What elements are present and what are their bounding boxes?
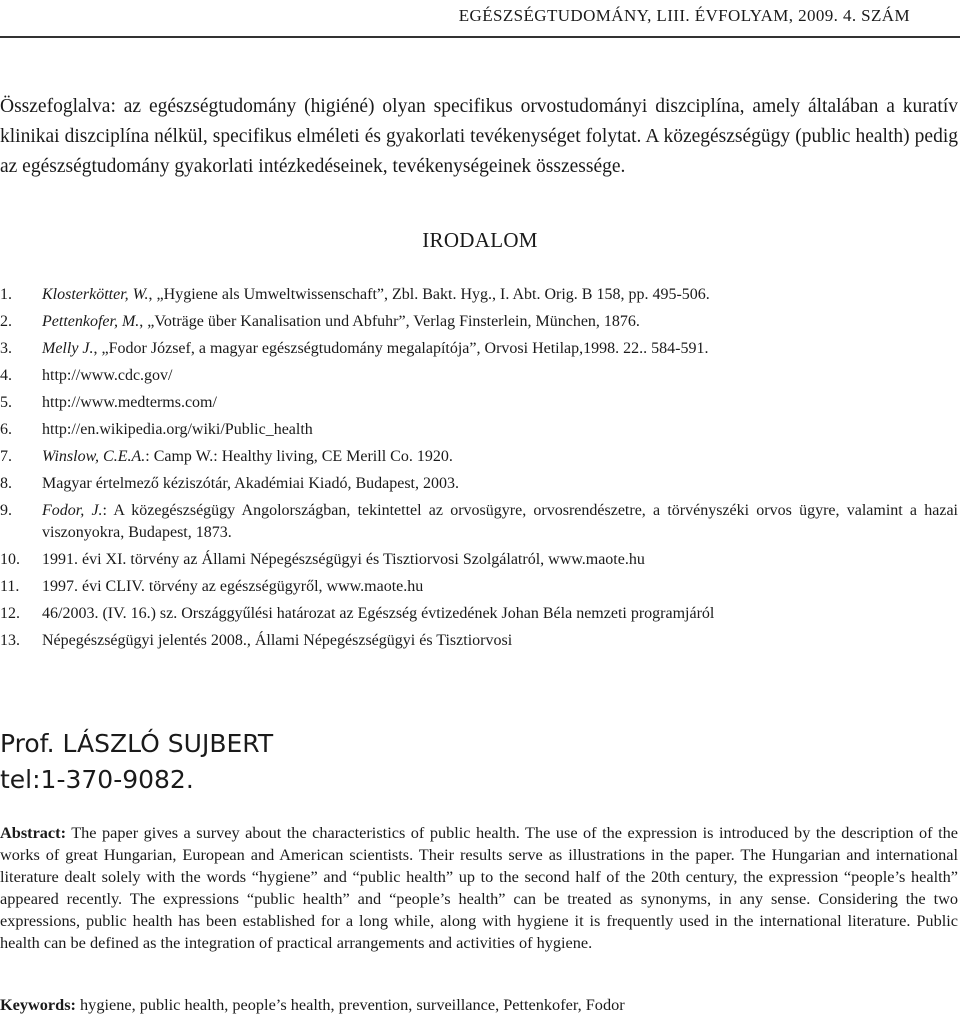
- reference-body: [42, 365, 958, 387]
- reference-body: [42, 549, 958, 571]
- reference-text: : A közegészségügy Angolországban, tekintettel az orvosügyre, orvosrendészetre, a törvényszéki orvos ügyre, valamint a hazai viszonyokra, Budapest, 1873.: [42, 502, 958, 541]
- reference-body: [42, 473, 958, 495]
- reference-body: [42, 392, 958, 414]
- summary-text: Összefoglalva: az egészségtudomány (higiéné) olyan specifikus orvostudományi diszciplína, amely általában a kuratív klinikai diszciplína nélkül, specifikus elméleti és gyakorlati tevékenységet folytat. A közegészségügy (public health) pedig az egészségtudomány gyakorlati intézkedéseinek, tevékenységeinek összessége.: [0, 96, 958, 177]
- reference-number: 3.: [0, 340, 12, 357]
- journal-header: EGÉSZSÉGTUDOMÁNY, LIII. ÉVFOLYAM, 2009. 4. SZÁM: [458, 6, 910, 25]
- reference-number: 8.: [0, 475, 12, 492]
- reference-number: 12.: [0, 604, 20, 622]
- reference-body: [42, 338, 958, 360]
- keywords-text: hygiene, public health, people’s health, prevention, surveillance, Pettenkofer, Fodor: [75, 995, 625, 1014]
- reference-body: [42, 311, 958, 333]
- reference-body: [42, 576, 958, 598]
- reference-text: http://en.wikipedia.org/wiki/Public_health: [42, 421, 313, 438]
- reference-item: [0, 446, 958, 468]
- reference-item: [0, 500, 958, 543]
- keywords-paragraph: [0, 994, 958, 1016]
- reference-text: 1991. évi XI. törvény az Állami Népegészségügyi és Tisztiorvosi Szolgálatról, www.maote.hu: [42, 550, 645, 568]
- reference-item: [0, 549, 958, 571]
- reference-body: [42, 630, 958, 652]
- reference-text: http://www.medterms.com/: [42, 394, 217, 411]
- reference-item: [0, 630, 958, 652]
- reference-author: Winslow, C.E.A.: [42, 448, 146, 465]
- reference-number: 9.: [0, 502, 12, 519]
- reference-body: [42, 446, 958, 468]
- summary-section: [0, 92, 958, 182]
- reference-item: [0, 311, 958, 333]
- abstract-paragraph: [0, 822, 958, 953]
- reference-item: [0, 419, 958, 441]
- abstract-text: The paper gives a survey about the characteristics of public health. The use of the expression is introduced by the description of the works of great Hungarian, European and American scientists. Their results serve as illustrations in the paper. The Hungarian and international literature dealt solely with the words “hygiene” and “public health” up to the second half of the 20th century, the expression “people’s health” appeared recently. The expressions “public health” and “people’s health” can be treated as synonyms, in any sense. Considering the two expressions, public health has been established for a long while, along with hygiene it is frequently used in the international literature. Public health can be defined as the integration of practical arrangements and activities of hygiene.: [0, 823, 958, 952]
- reference-author: Melly J.: [42, 340, 94, 357]
- reference-text: , „Hygiene als Umweltwissenschaft”, Zbl. Bakt. Hyg., I. Abt. Orig. B 158, pp. 495-506.: [148, 286, 710, 303]
- reference-number: 6.: [0, 421, 12, 438]
- reference-number: 2.: [0, 313, 12, 330]
- abstract-label: Abstract:: [0, 823, 67, 842]
- reference-item: [0, 365, 958, 387]
- keywords-label: Keywords:: [0, 995, 76, 1014]
- reference-list: [0, 284, 958, 657]
- reference-body: [42, 419, 958, 441]
- reference-text: 46/2003. (IV. 16.) sz. Országgyűlési határozat az Egészség évtizedének Johan Béla nemzeti programjáról: [42, 604, 715, 622]
- reference-text: 1997. évi CLIV. törvény az egészségügyről, www.maote.hu: [42, 577, 424, 595]
- reference-text: http://www.cdc.gov/: [42, 367, 173, 384]
- references-heading: IRODALOM: [422, 228, 538, 252]
- reference-item: [0, 284, 958, 306]
- header-divider: [0, 36, 960, 38]
- author-block: [0, 726, 273, 798]
- reference-item: [0, 603, 958, 625]
- reference-number: 11.: [0, 577, 20, 595]
- reference-author: Pettenkofer, M.: [42, 313, 140, 330]
- reference-text: , „Voträge über Kanalisation und Abfuhr”, Verlag Finsterlein, München, 1876.: [139, 313, 640, 330]
- reference-item: [0, 338, 958, 360]
- reference-body: [42, 603, 958, 625]
- reference-item: [0, 576, 958, 598]
- reference-number: 10.: [0, 550, 20, 568]
- reference-author: Klosterkötter, W.: [42, 286, 149, 303]
- reference-number: 1.: [0, 286, 12, 303]
- author-name: Prof. LÁSZLÓ SUJBERT: [0, 729, 274, 758]
- reference-item: [0, 392, 958, 414]
- reference-body: [42, 284, 958, 306]
- reference-number: 5.: [0, 394, 12, 411]
- reference-number: 7.: [0, 448, 12, 465]
- author-phone: tel:1-370-9082.: [0, 765, 194, 794]
- reference-number: 13.: [0, 631, 20, 649]
- reference-text: Magyar értelmező kéziszótár, Akadémiai Kiadó, Budapest, 2003.: [42, 475, 459, 492]
- reference-number: 4.: [0, 367, 12, 384]
- reference-text: , „Fodor József, a magyar egészségtudomány megalapítója”, Orvosi Hetilap,1998. 22.. 584-591.: [93, 340, 709, 357]
- reference-text: : Camp W.: Healthy living, CE Merill Co. 1920.: [145, 448, 453, 465]
- reference-author: Fodor, J.: [42, 502, 103, 519]
- reference-text: Népegészségügyi jelentés 2008., Állami Népegészségügyi és Tisztiorvosi: [42, 631, 513, 649]
- reference-item: [0, 473, 958, 495]
- reference-body: [42, 500, 958, 543]
